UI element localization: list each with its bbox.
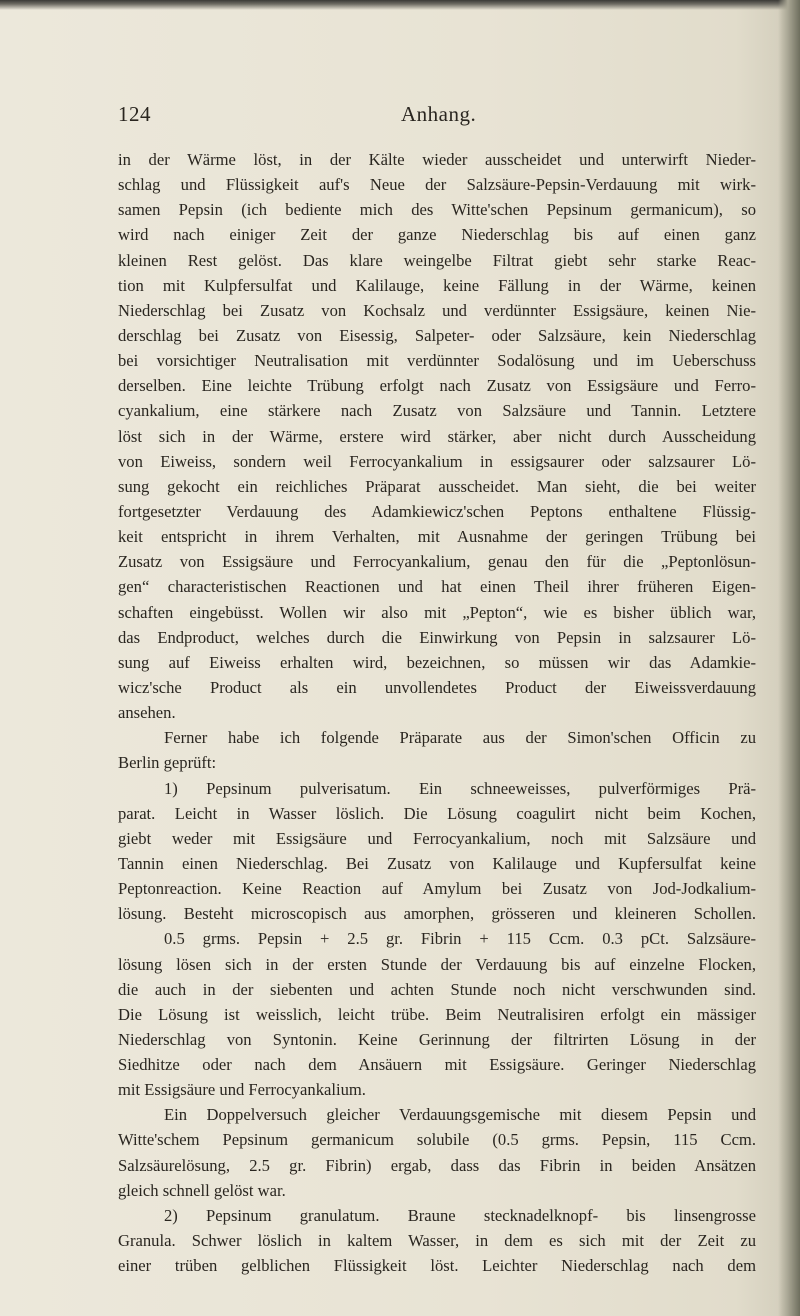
text-line: die auch in der siebenten und achten Stunde noch nicht verschwunden sind. [118, 979, 756, 999]
text-line: cyankalium, eine stärkere nach Zusatz von Salzsäure und Tannin. Letztere [118, 401, 756, 421]
text-line: schlag und Flüssigkeit auf's Neue der Salzsäure-Pepsin-Verdauung mit wirk- [118, 175, 756, 195]
text-line: derselben. Eine leichte Trübung erfolgt nach Zusatz von Essigsäure und Ferro- [118, 376, 756, 396]
text-line: Tannin einen Niederschlag. Bei Zusatz von Kalilauge und Kupfersulfat keine [118, 853, 756, 873]
text-line: Berlin geprüft: [118, 753, 217, 773]
text-line: fortgesetzter Verdauung des Adamkiewicz'schen Peptons enthaltene Flüssig- [118, 501, 756, 521]
text-line: Niederschlag bei Zusatz von Kochsalz und verdünnter Essigsäure, keinen Nie- [118, 300, 756, 320]
text-line: Granula. Schwer löslich in kaltem Wasser, in dem es sich mit der Zeit zu [118, 1231, 756, 1251]
text-line: Zusatz von Essigsäure und Ferrocyankalium, genau den für die „Peptonlösun- [118, 552, 756, 572]
text-line: giebt weder mit Essigsäure und Ferrocyankalium, noch mit Salzsäure und [118, 828, 756, 848]
text-line: einer trüben gelblichen Flüssigkeit löst. Leichter Niederschlag nach dem [118, 1256, 756, 1276]
text-line: wird nach einiger Zeit der ganze Niederschlag bis auf einen ganz [118, 225, 756, 245]
text-line: Ferner habe ich folgende Präparate aus der Simon'schen Officin zu [164, 728, 756, 748]
text-line: mit Essigsäure und Ferrocyankalium. [118, 1080, 366, 1100]
text-line: Siedhitze oder nach dem Ansäuern mit Essigsäure. Geringer Niederschlag [118, 1055, 756, 1075]
text-line: samen Pepsin (ich bediente mich des Witte'schen Pepsinum germanicum), so [118, 200, 756, 220]
text-line: tion mit Kulpfersulfat und Kalilauge, keine Fällung in der Wärme, keinen [118, 275, 756, 295]
text-line: von Eiweiss, sondern weil Ferrocyankalium in essigsaurer oder salzsaurer Lö- [118, 451, 756, 471]
text-line: bei vorsichtiger Neutralisation mit verdünnter Sodalösung und im Ueberschuss [118, 351, 756, 371]
text-line: wicz'sche Product als ein unvollendetes Product der Eiweissverdauung [118, 677, 756, 697]
text-line: derschlag bei Zusatz von Eisessig, Salpeter- oder Salzsäure, kein Niederschlag [118, 325, 756, 345]
text-line: ansehen. [118, 703, 176, 723]
text-line: gen“ characteristischen Reactionen und hat einen Theil ihrer früheren Eigen- [118, 577, 756, 597]
text-line: Peptonreaction. Keine Reaction auf Amylum bei Zusatz von Jod-Jodkalium- [118, 879, 756, 899]
text-line: lösung. Besteht microscopisch aus amorphen, grösseren und kleineren Schollen. [118, 904, 756, 924]
text-line: 1) Pepsinum pulverisatum. Ein schneeweisses, pulverförmiges Prä- [164, 778, 756, 798]
text-line: gleich schnell gelöst war. [118, 1180, 286, 1200]
text-line: parat. Leicht in Wasser löslich. Die Lösung coagulirt nicht beim Kochen, [118, 803, 756, 823]
page-number: 124 [118, 102, 151, 126]
page-right-edge [778, 0, 800, 1316]
text-line: 2) Pepsinum granulatum. Braune stecknadelknopf- bis linsengrosse [164, 1205, 756, 1225]
text-line: sung gekocht ein reichliches Präparat ausscheidet. Man sieht, die bei weiter [118, 476, 756, 496]
text-line: Ein Doppelversuch gleicher Verdauungsgemische mit diesem Pepsin und [164, 1105, 756, 1125]
page-top-shadow [0, 0, 800, 10]
page-header [118, 102, 758, 132]
text-line: löst sich in der Wärme, erstere wird stärker, aber nicht durch Ausscheidung [118, 426, 756, 446]
text-line: Salzsäurelösung, 2.5 gr. Fibrin) ergab, dass das Fibrin in beiden Ansätzen [118, 1155, 756, 1175]
text-line: in der Wärme löst, in der Kälte wieder ausscheidet und unterwirft Nieder- [118, 150, 756, 169]
text-line: das Endproduct, welches durch die Einwirkung von Pepsin in salzsaurer Lö- [118, 627, 756, 647]
text-line: kleinen Rest gelöst. Das klare weingelbe Filtrat giebt sehr starke Reac- [118, 250, 756, 270]
running-head: Anhang. [401, 102, 477, 126]
text-line: 0.5 grms. Pepsin + 2.5 gr. Fibrin + 115 Ccm. 0.3 pCt. Salzsäure- [164, 929, 756, 949]
text-line: Die Lösung ist weisslich, leicht trübe. Beim Neutralisiren erfolgt ein mässiger [118, 1004, 756, 1024]
text-line: Witte'schem Pepsinum germanicum solubile (0.5 grms. Pepsin, 115 Ccm. [118, 1130, 756, 1150]
text-line: Niederschlag von Syntonin. Keine Gerinnung der filtrirten Lösung in der [118, 1029, 756, 1049]
text-line: schaften eingebüsst. Wollen wir also mit „Pepton“, wie es bisher üblich war, [118, 602, 756, 622]
text-line: lösung lösen sich in der ersten Stunde der Verdauung bis auf einzelne Flocken, [118, 954, 756, 974]
text-line: keit entspricht in ihrem Verhalten, mit Ausnahme der geringen Trübung bei [118, 527, 756, 547]
text-line: sung auf Eiweiss erhalten wird, bezeichnen, so müssen wir das Adamkie- [118, 652, 756, 672]
body-text [118, 147, 756, 1278]
